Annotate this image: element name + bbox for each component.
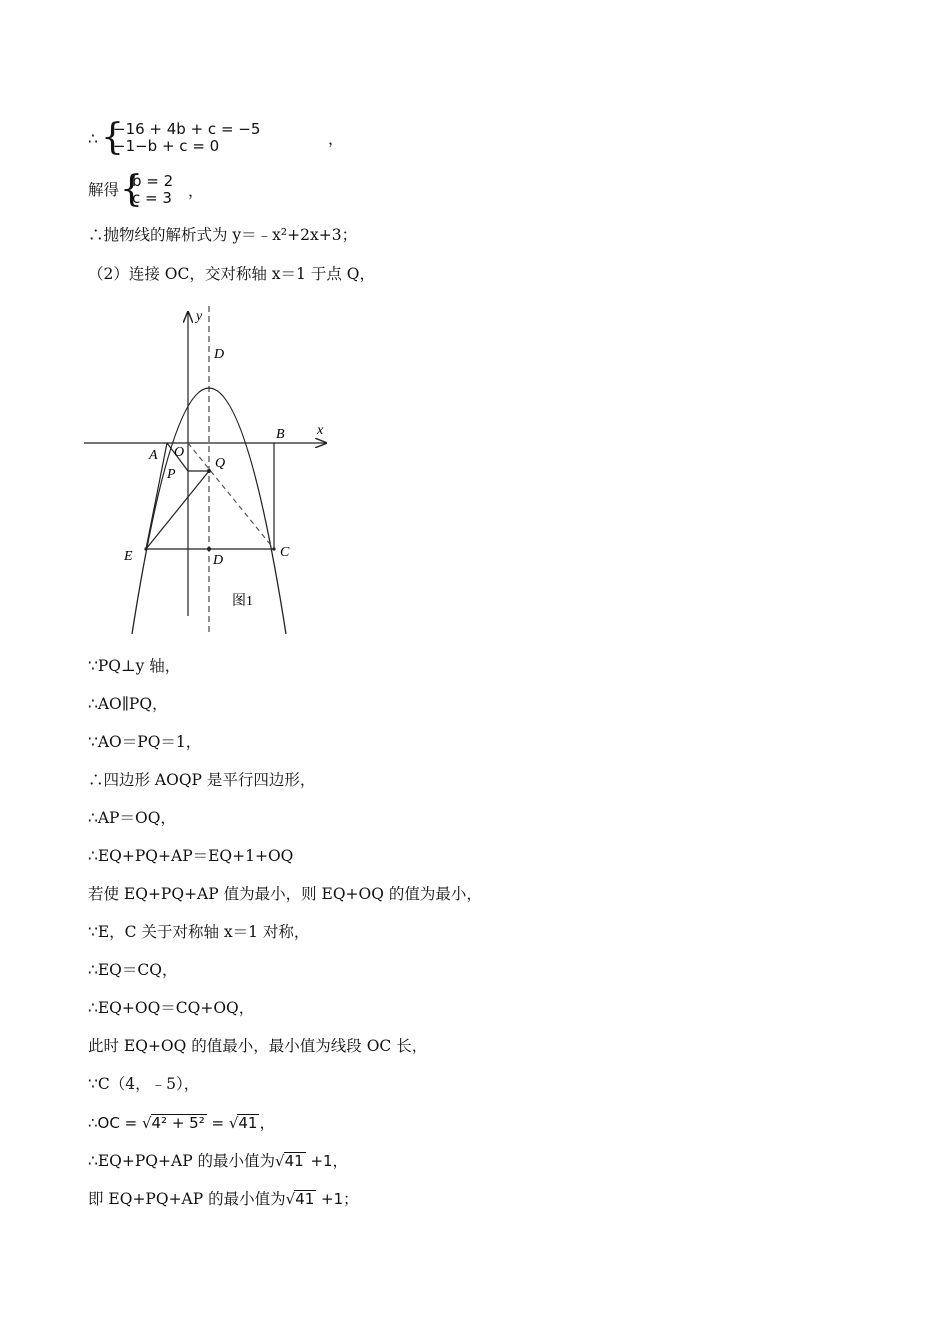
system-rows <box>132 173 173 207</box>
solution-line: 此时 EQ+OQ 的值最小，最小值为线段 OC 长， <box>88 1037 428 1055</box>
equation-system-2 <box>88 169 248 213</box>
solution-line: 若使 EQ+PQ+AP 值为最小，则 EQ+OQ 的值为最小， <box>88 885 482 903</box>
parabola-expression: ∴抛物线的解析式为 y＝﹣x²+2x+3； <box>88 226 358 244</box>
label-d-bottom: D <box>213 553 224 568</box>
label-d-top: D <box>214 347 225 362</box>
label-b: B <box>276 427 285 442</box>
solve-label: 解得 <box>88 181 120 199</box>
label-a: A <box>149 448 158 463</box>
label-o: O <box>174 445 185 460</box>
solution-line: ∵PQ⊥y 轴， <box>88 657 181 675</box>
label-c: C <box>280 545 290 560</box>
min-tail: +1； <box>316 1190 359 1208</box>
solution-line: ∴EQ+PQ+AP＝EQ+1+OQ <box>88 847 294 865</box>
min-tail: +1， <box>305 1152 348 1170</box>
comma: ， <box>328 130 344 148</box>
equation-row: c = 3 <box>132 189 172 207</box>
point-d-bottom <box>207 547 211 551</box>
radical-sign: √ <box>228 1114 239 1132</box>
label-y: y <box>196 309 203 324</box>
solution-line: ∵C（4，﹣5）， <box>88 1075 200 1093</box>
minimum-value-conclusion <box>88 1189 358 1209</box>
equation-system-1 <box>88 117 348 161</box>
geometry-figure <box>80 298 340 643</box>
solution-line: ∴四边形 AOQP 是平行四边形， <box>88 771 316 789</box>
solution-line: ∴EQ＝CQ， <box>88 961 178 979</box>
therefore-symbol: ∴ <box>88 130 98 148</box>
label-p: P <box>167 467 176 482</box>
radicand: 41 <box>238 1114 258 1132</box>
radicand: 41 <box>284 1152 304 1170</box>
system-rows <box>113 121 260 155</box>
radical-sign: √ <box>275 1152 285 1170</box>
left-brace: { <box>120 169 143 210</box>
minimum-value-line <box>88 1151 348 1171</box>
label-e: E <box>124 549 133 564</box>
oc-length-line <box>88 1113 275 1133</box>
label-x: x <box>317 423 324 438</box>
comma: ， <box>188 182 204 200</box>
segment-eq <box>146 471 209 549</box>
solution-line: ∴AO∥PQ， <box>88 695 168 713</box>
radicand: 41 <box>295 1190 315 1208</box>
segment-oc-dashed <box>188 443 274 549</box>
comma: ， <box>259 1114 275 1132</box>
equals: = <box>206 1114 229 1132</box>
solution-line: ∴AP＝OQ， <box>88 809 176 827</box>
radical-sign: √ <box>285 1190 296 1208</box>
point-c <box>272 547 275 550</box>
oc-prefix: ∴OC = <box>88 1114 142 1132</box>
equation-row: −16 + 4b + c = −5 <box>113 120 261 138</box>
radical-sign: √ <box>141 1114 152 1132</box>
part-2-heading: （2）连接 OC，交对称轴 x＝1 于点 Q， <box>88 265 375 283</box>
solution-line: ∵E，C 关于对称轴 x＝1 对称， <box>88 923 310 941</box>
point-e <box>144 547 147 550</box>
equation-row: b = 2 <box>132 172 174 190</box>
radicand: 4² + 5² <box>151 1114 205 1132</box>
point-q <box>207 469 211 473</box>
figure-caption: 图1 <box>232 594 253 609</box>
min-prefix: ∴EQ+PQ+AP 的最小值为 <box>88 1152 276 1170</box>
solution-line: ∴EQ+OQ＝CQ+OQ， <box>88 999 255 1017</box>
left-brace: { <box>101 117 124 158</box>
equation-row: −1−b + c = 0 <box>113 137 220 155</box>
min-prefix: 即 EQ+PQ+AP 的最小值为 <box>88 1190 286 1208</box>
label-q: Q <box>215 456 226 471</box>
solution-line: ∵AO＝PQ＝1， <box>88 733 202 751</box>
